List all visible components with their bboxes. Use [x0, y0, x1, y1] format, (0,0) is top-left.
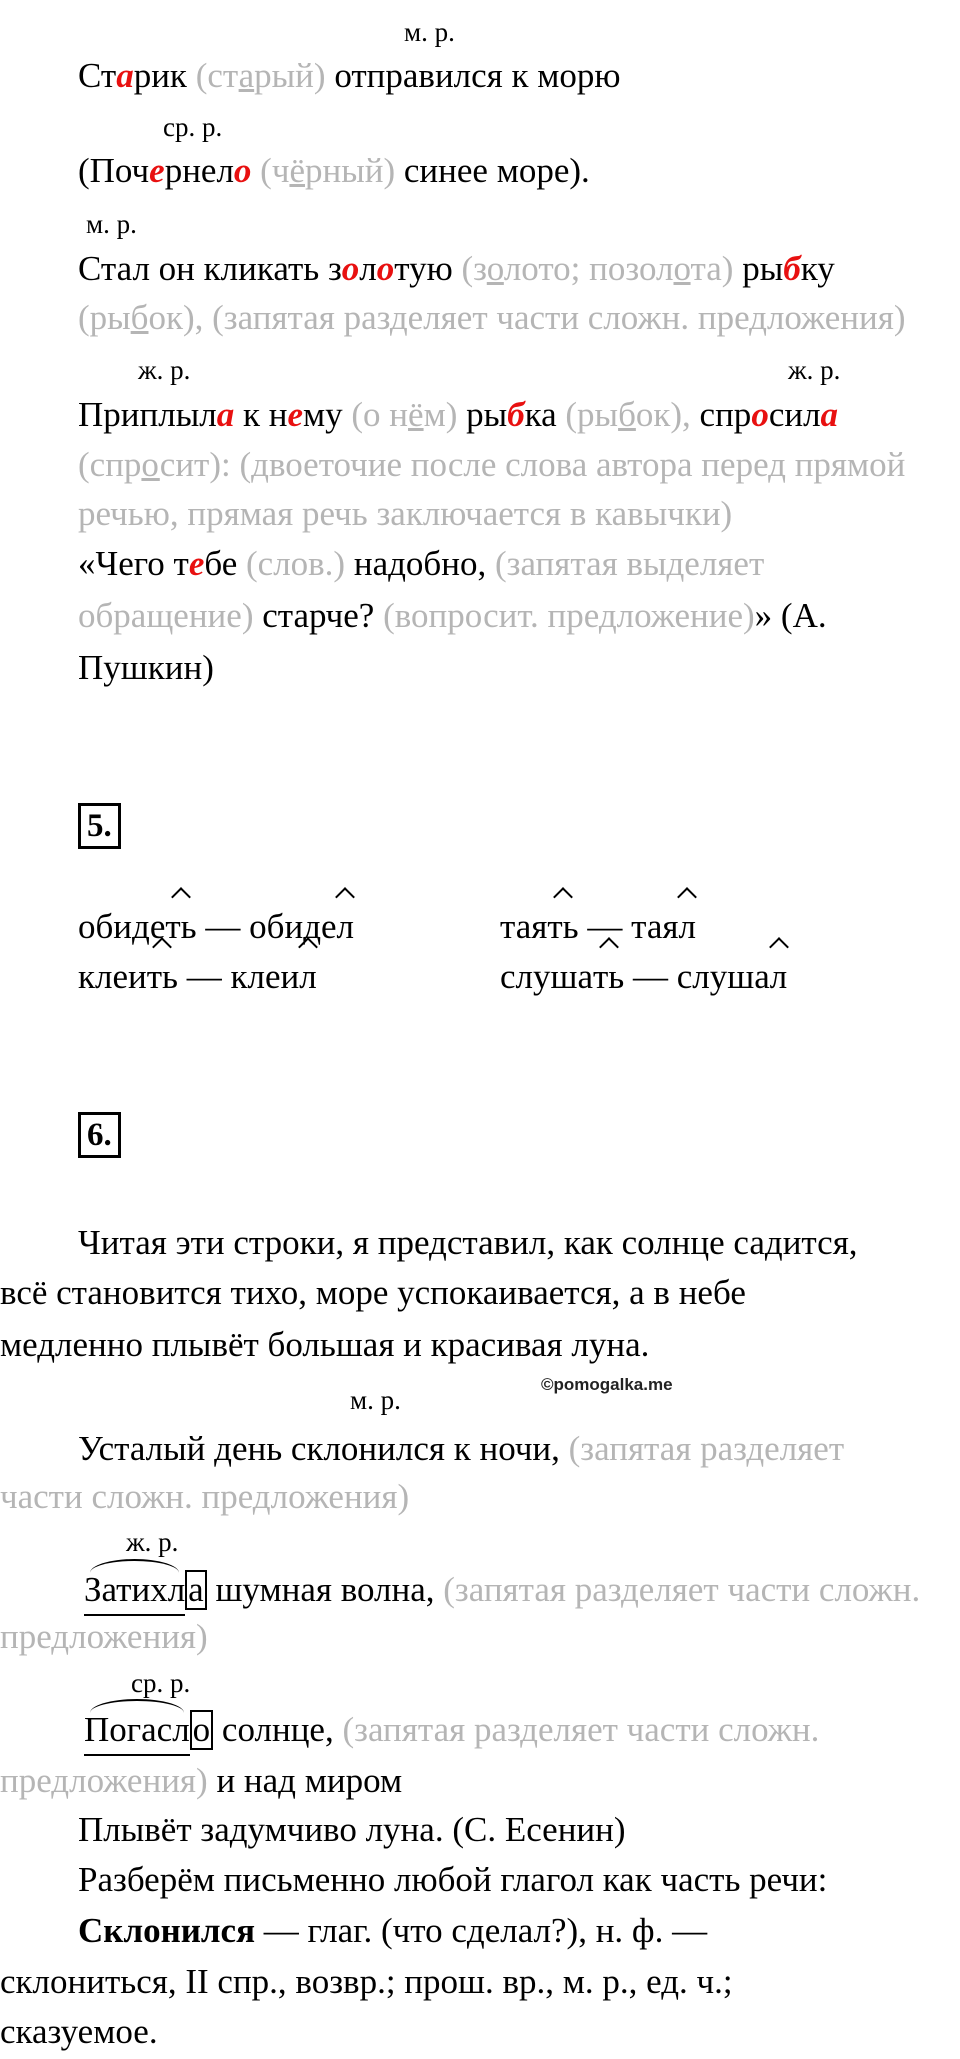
paragraph-line: всё становится тихо, море успокаивается, а в небе — [0, 1273, 746, 1312]
poem-line: Погасло солнце, (запятая разделяет части сложн. — [84, 1706, 819, 1756]
gender-note: ж. р. — [138, 355, 191, 385]
paragraph-line: медленно плывёт большая и красивая луна. — [0, 1325, 650, 1364]
text-line: Приплыла к нему (о нём) рыбка (рыбок), спросила — [78, 395, 839, 434]
word-ending-box: а — [185, 1570, 207, 1610]
text-line: Старик (старый) отправился к морю — [78, 56, 621, 95]
text-line: сказуемое. — [0, 2012, 158, 2051]
word-stem-mark: Затихл — [84, 1566, 185, 1616]
poem-line: Плывёт задумчиво луна. (С. Есенин) — [78, 1810, 626, 1849]
gender-note: ж. р. — [788, 355, 841, 385]
word-pair: таять — таял — [500, 903, 696, 951]
suffix-caret-mark: ть — [165, 903, 196, 951]
gender-note: м. р. — [404, 17, 455, 47]
text-line: речью, прямая речь заключается в кавычки) — [78, 494, 733, 533]
text-line: Пушкин) — [78, 648, 214, 687]
suffix-caret-mark: л — [770, 953, 787, 1001]
word-stem-mark: Погасл — [84, 1706, 190, 1756]
word-ending-box: о — [190, 1710, 214, 1750]
gender-note: ж. р. — [126, 1527, 179, 1557]
suffix-caret-mark: ть — [147, 953, 178, 1001]
suffix-caret-mark: л — [337, 903, 354, 951]
text-line: обращение) старче? (вопросит. предложение)» (А. — [78, 596, 827, 635]
suffix-caret-mark: ть — [593, 953, 624, 1001]
text-line: «Чего тебе (слов.) надобно, (запятая выделяет — [78, 544, 765, 583]
text-line: Стал он кликать золотую (золото; позолота) рыбку — [78, 249, 835, 288]
text-line: (спросит): (двоеточие после слова автора перед прямой — [78, 445, 906, 484]
paragraph-line: Читая эти строки, я представил, как солнце садится, — [78, 1223, 858, 1262]
word-pair: обидеть — обидел — [78, 903, 354, 951]
poem-line: предложения) и над миром — [0, 1761, 403, 1800]
suffix-caret-mark: л — [299, 953, 316, 1001]
gender-note: м. р. — [86, 209, 137, 239]
text-line: Склонился — глаг. (что сделал?), н. ф. — — [78, 1911, 708, 1950]
text-line: (Почернело (чёрный) синее море). — [78, 151, 590, 190]
poem-line: Затихла шумная волна, (запятая разделяет части сложн. — [84, 1566, 920, 1616]
exercise-number-box: 5. — [78, 803, 121, 849]
word-pair: слушать — слушал — [500, 953, 787, 1001]
suffix-caret-mark: л — [678, 903, 695, 951]
poem-line: части сложн. предложения) — [0, 1477, 410, 1516]
watermark: ©pomogalka.me — [541, 1375, 673, 1394]
poem-line: предложения) — [0, 1617, 208, 1656]
gender-note: ср. р. — [131, 1668, 191, 1698]
suffix-caret-mark: ть — [547, 903, 578, 951]
gender-note: ср. р. — [163, 112, 223, 142]
text-line: Разберём письменно любой глагол как часть речи: — [78, 1860, 828, 1899]
word-pair: клеить — клеил — [78, 953, 317, 1001]
exercise-number-box: 6. — [78, 1112, 121, 1158]
gender-note: м. р. — [350, 1385, 401, 1415]
text-line: склониться, II спр., возвр.; прош. вр., м. р., ед. ч.; — [0, 1962, 733, 2001]
poem-line: Усталый день склонился к ночи, (запятая разделяет — [78, 1429, 845, 1468]
text-line: (рыбок), (запятая разделяет части сложн. предложения) — [78, 298, 906, 337]
